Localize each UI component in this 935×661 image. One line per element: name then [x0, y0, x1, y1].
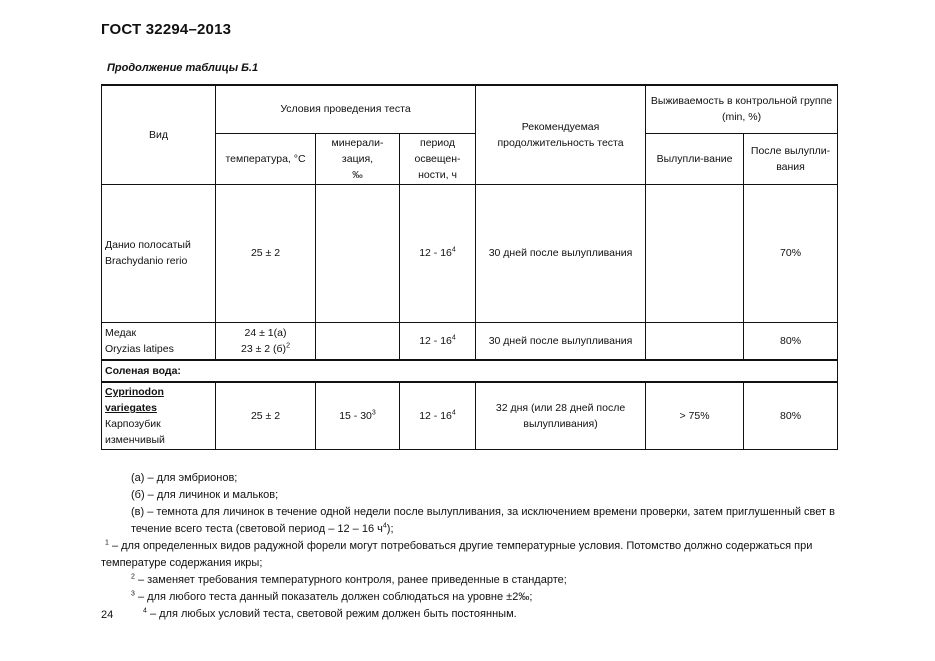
- page-number: 24: [101, 609, 114, 621]
- header-duration: Рекомендуемая продолжительность теста: [476, 85, 646, 184]
- table-caption: Продолжение таблицы Б.1: [107, 62, 259, 74]
- header-temperature: температура, °С: [216, 133, 316, 184]
- after-hatching-cell: 80%: [744, 382, 838, 450]
- data-table: [101, 84, 838, 450]
- hatching-cell: [646, 322, 744, 360]
- header-hatching: Вылупли-вание: [646, 133, 744, 184]
- note-1: [101, 538, 836, 572]
- after-hatching-cell: 70%: [744, 184, 838, 322]
- header-survival: Выживаемость в контрольной группе (min, %): [646, 85, 838, 133]
- header-mineralization: минерали- зация, ‰: [316, 133, 400, 184]
- header-after-hatching: После вылупли-вания: [744, 133, 838, 184]
- temperature-cell: 25 ± 2: [216, 382, 316, 450]
- temperature-cell: 25 ± 2: [216, 184, 316, 322]
- note-4: [101, 606, 836, 623]
- temperature-b-line: [219, 341, 312, 357]
- note-b: (б) – для личинок и мальков;: [131, 489, 279, 501]
- note-c-end: );: [386, 523, 394, 535]
- species-name-lat: Oryzias latipes: [105, 342, 174, 355]
- header-light-period: период освещен- ности, ч: [400, 133, 476, 184]
- footnote-number: 1: [105, 539, 109, 547]
- duration-cell: 30 дней после вылупливания: [476, 184, 646, 322]
- note-3: [101, 589, 836, 606]
- salt-water-heading: Соленая вода:: [102, 360, 838, 382]
- note-c: [101, 504, 836, 538]
- temperature-cell: [216, 322, 316, 360]
- note-3-text: – для любого теста данный показатель должен соблюдаться на уровне ±2‰;: [134, 591, 533, 603]
- footnote-ref: 4: [451, 409, 456, 417]
- table-row: [102, 322, 838, 360]
- footnote-number: 4: [143, 607, 147, 615]
- light-period-cell: [400, 322, 476, 360]
- note-a: (а) – для эмбрионов;: [131, 472, 238, 484]
- footnote-ref: 4: [382, 522, 387, 530]
- species-cell: [102, 184, 216, 322]
- note-4-text: – для любых условий теста, световой режим должен быть постоянным.: [146, 608, 517, 620]
- hatching-cell: [646, 184, 744, 322]
- light-period-value: 12 - 16: [419, 334, 452, 347]
- footnote-ref: 4: [451, 334, 456, 342]
- footnote-ref: 2: [286, 342, 290, 350]
- after-hatching-cell: 80%: [744, 322, 838, 360]
- duration-cell: 30 дней после вылупливания: [476, 322, 646, 360]
- table-row: [102, 184, 838, 322]
- species-name-lat-1: Cyprinodon: [105, 386, 164, 398]
- species-name-lat: Brachydanio rerio: [105, 255, 188, 267]
- species-cell: [102, 382, 216, 450]
- hatching-cell: > 75%: [646, 382, 744, 450]
- species-name-ru: Данио полосатый: [105, 239, 191, 251]
- note-c-text: (в) – темнота для личинок в течение одной недели после вылупливания, за исключением времени проверки, затем приглушенный свет в течение всего теста (световой период – 12 – 16 ч: [131, 506, 835, 535]
- mineralization-cell: [316, 382, 400, 450]
- mineralization-cell: [316, 322, 400, 360]
- header-conditions: Условия проведения теста: [216, 85, 476, 133]
- footnote-number: 2: [131, 573, 135, 581]
- species-name-ru-1: Карпозубик: [105, 418, 161, 430]
- note-2-text: – заменяет требования температурного контроля, ранее приведенные в стандарте;: [134, 574, 567, 586]
- footnotes: [101, 470, 836, 623]
- temperature-b: 23 ± 2 (б): [241, 342, 287, 355]
- light-period-cell: [400, 184, 476, 322]
- species-name-ru-2: изменчивый: [105, 434, 165, 446]
- temperature-a: 24 ± 1(а): [244, 326, 287, 339]
- footnote-ref: 3: [371, 409, 376, 417]
- species-name-ru: Медак: [105, 326, 137, 339]
- light-period-value: 12 - 16: [419, 247, 452, 259]
- light-period-cell: [400, 382, 476, 450]
- mineralization-value: 15 - 30: [339, 410, 372, 422]
- light-period-value: 12 - 16: [419, 410, 452, 422]
- mineralization-cell: [316, 184, 400, 322]
- duration-cell: 32 дня (или 28 дней после вылупливания): [476, 382, 646, 450]
- section-row: [102, 360, 838, 382]
- species-cell: [102, 322, 216, 360]
- table-row: [102, 382, 838, 450]
- note-1-text: – для определенных видов радужной форели могут потребоваться другие температурные условия. Потомство должно содержаться при температуре содержания икры;: [101, 540, 813, 569]
- document-title: ГОСТ 32294–2013: [101, 21, 232, 38]
- header-species: Вид: [102, 85, 216, 184]
- footnote-ref: 4: [451, 246, 456, 254]
- note-2: [101, 572, 836, 589]
- species-name-lat-2: variegates: [105, 402, 157, 414]
- footnote-number: 3: [131, 590, 135, 598]
